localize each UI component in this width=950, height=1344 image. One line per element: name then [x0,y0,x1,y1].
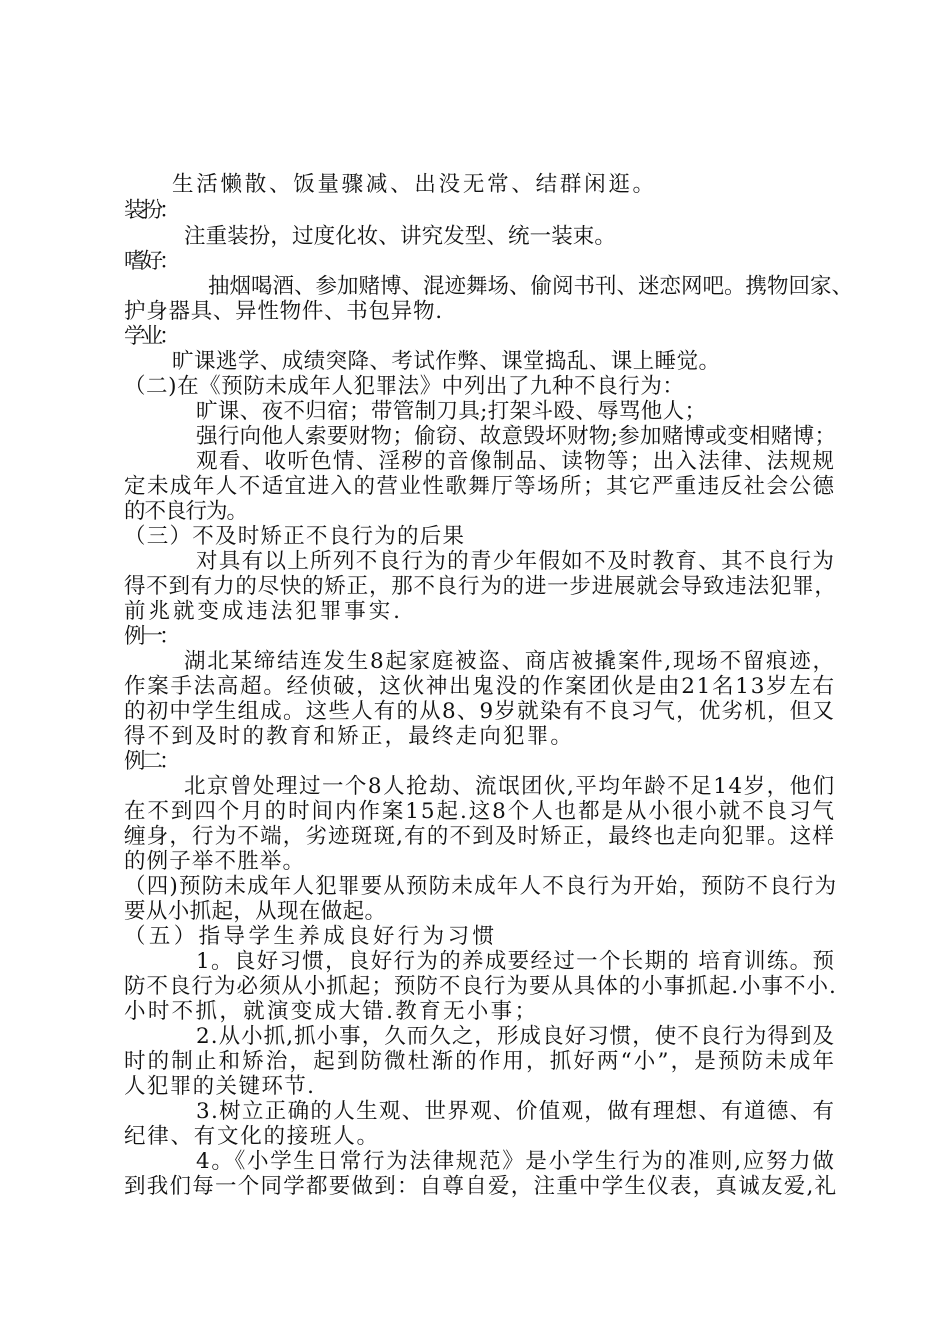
section-label: 例一： [124,624,177,649]
text-line: 到我们每一个同学都要做到：自尊自爱，注重中学生仪表，真诚友爱,礼 [124,1174,838,1199]
text-line: 的例子举不胜举。 [124,849,306,874]
text-line: 北京曾处理过一个8人抢劫、流氓团伙,平均年龄不足14岁，他们 [184,774,836,799]
text-line: 纪律、有文化的接班人。 [124,1124,380,1149]
text-line: 作案手法高超。经侦破，这伙神出鬼没的作案团伙是由21名13岁左右 [124,674,836,699]
text-line: 湖北某缔结连发生8起家庭被盗、商店被撬案件,现场不留痕迹， [184,649,836,674]
text-line: 的初中学生组成。这些人有的从8、9岁就染有不良习气，优劣机，但又 [124,699,836,724]
section-heading: （二)在《预防未成年人犯罪法》中列出了九种不良行为： [124,374,685,399]
text-line: 得不到有力的尽快的矫正，那不良行为的进一步进展就会导致违法犯罪， [124,574,837,599]
text-line: 注重装扮，过度化妆、讲究发型、统一装束。 [184,224,617,249]
text-line: 生活懒散、饭量骤减、出没无常、结群闲逛。 [172,172,657,197]
section-heading: （五）指导学生养成良好行为习惯 [124,924,498,949]
text-line: 3.树立正确的人生观、世界观、价值观，做有理想、有道德、有 [196,1099,836,1124]
text-line: 在不到四个月的时间内作案15起.这8个人也都是从小很小就不良习气 [124,799,836,824]
text-line: 观看、收听色情、淫秽的音像制品、读物等；出入法律、法规规 [196,449,836,474]
text-line: 要从小抓起，从现在做起。 [124,899,387,924]
text-line: 强行向他人索要财物；偷窃、故意毁坏财物;参加赌博或变相赌博； [196,424,837,449]
text-line: 4。《小学生日常行为法律规范》是小学生行为的准则,应努力做 [196,1149,836,1174]
section-label: 嗜好： [124,249,177,274]
text-line: 护身器具、异性物件、书包异物. [124,299,443,324]
text-line: 的不良行为。 [124,499,248,524]
section-label: 装扮： [124,198,177,223]
text-line: 前兆就变成违法犯罪事实. [124,599,403,624]
text-line: 1。良好习惯，良好行为的养成要经过一个长期的 培育训练。预 [196,949,836,974]
text-line: 对具有以上所列不良行为的青少年假如不及时教育、其不良行为 [196,549,836,574]
text-line: 小时不抓，就演变成大错.教育无小事； [124,999,539,1024]
text-line: 2.从小抓,抓小事，久而久之，形成良好习惯，使不良行为得到及 [196,1024,836,1049]
text-line: 得不到及时的教育和矫正，最终走向犯罪。 [124,724,575,749]
text-line: 防不良行为必须从小抓起；预防不良行为要从具体的小事抓起.小事不小. [124,974,837,999]
text-line: 旷课逃学、成绩突降、考试作弊、课堂捣乱、课上睡觉。 [172,349,721,374]
text-line: 时的制止和矫治，起到防微杜渐的作用，抓好两“小”，是预防未成年 [124,1049,837,1074]
section-heading: （四)预防未成年人犯罪要从预防未成年人不良行为开始，预防不良行为 [124,874,838,899]
text-line: 旷课、夜不归宿；带管制刀具;打架斗殴、辱骂他人； [196,399,707,424]
text-line: 抽烟喝酒、参加赌博、混迹舞场、偷阅书刊、迷恋网吧。携物回家、 [208,274,854,299]
section-label: 例二： [124,749,177,774]
section-heading: （三）不及时矫正不良行为的后果 [124,524,466,549]
text-line: 缠身，行为不端，劣迹斑斑,有的不到及时矫正，最终也走向犯罪。这样 [124,824,836,849]
section-label: 学业： [124,324,177,349]
text-line: 定未成年人不适宜进入的营业性歌舞厅等场所；其它严重违反社会公德 [124,474,836,499]
text-line: 人犯罪的关键环节. [124,1074,316,1099]
